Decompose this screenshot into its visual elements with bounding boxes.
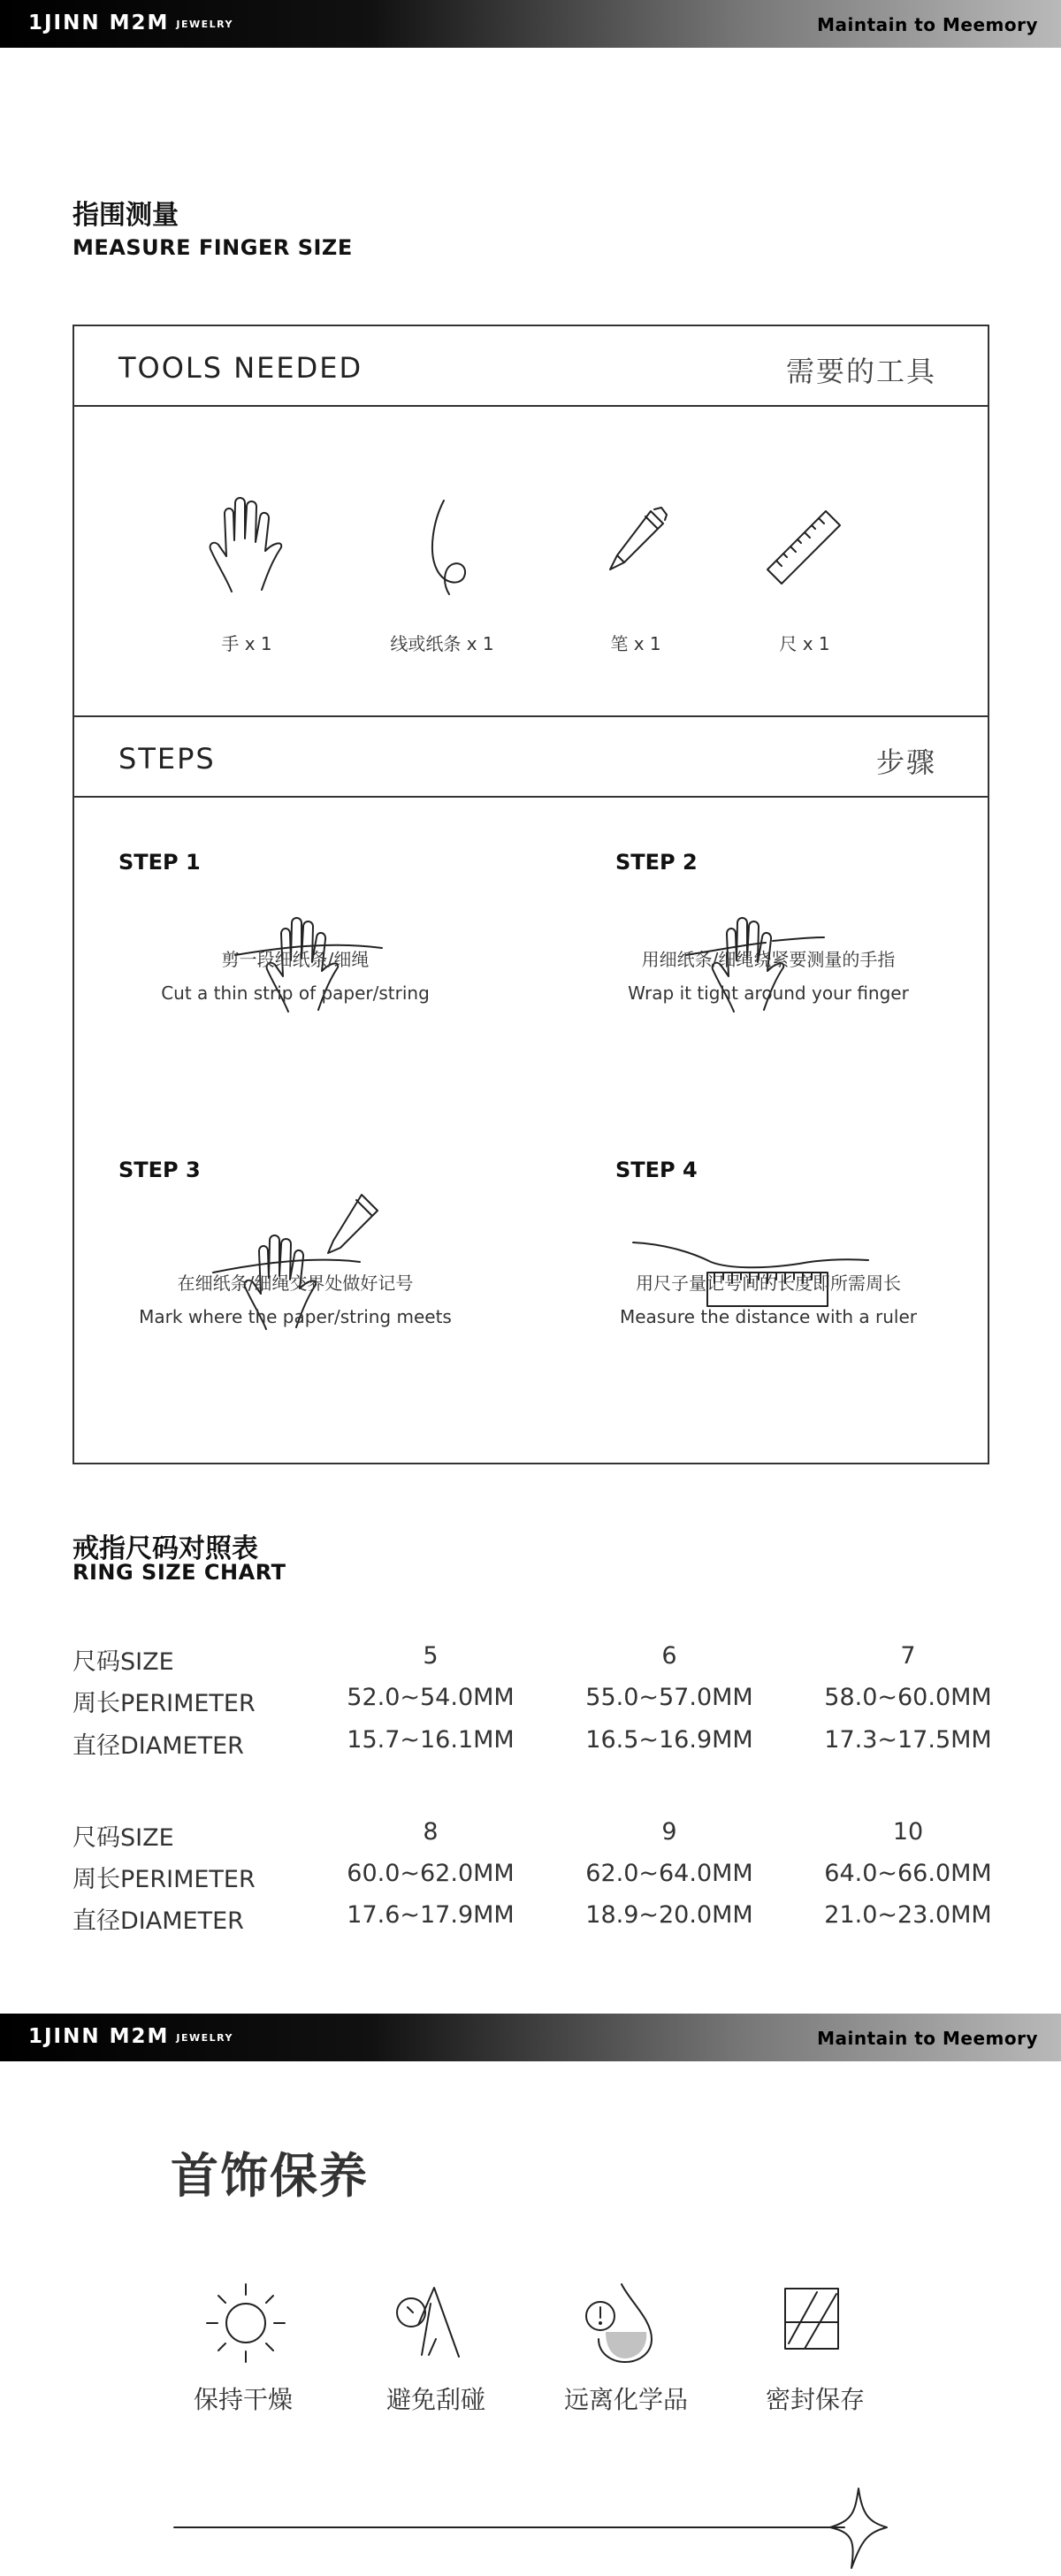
diameter-row-2 [73,1901,992,1937]
diameter-value: 17.3~17.5MM [824,1726,992,1754]
diameter-value: 15.7~16.1MM [347,1726,515,1754]
diameter-value: 18.9~20.0MM [585,1901,753,1929]
step-3-caption-cn: 在细纸条/细绳交界处做好记号 [177,1273,414,1294]
step-4-caption-cn: 用尺子量记号间的长度即所需周长 [636,1273,901,1294]
step-2-caption [547,943,989,1010]
size-value: 10 [892,1818,924,1846]
brand-logo: 1JINN M2M JEWELRY [28,11,234,34]
size-value: 7 [900,1642,916,1670]
diameter-value: 16.5~16.9MM [585,1726,753,1754]
step-3-caption-en: Mark where the paper/string meets [139,1306,452,1327]
perimeter-value: 55.0~57.0MM [585,1684,753,1711]
step-3-caption [74,1266,516,1334]
diameter-label: 直径DIAMETER [73,1732,244,1760]
chart-title-cn: 戒指尺码对照表 [73,1533,258,1564]
perimeter-value: 58.0~60.0MM [824,1684,992,1711]
chemical-drop-icon [579,2277,659,2366]
perimeter-label: 周长PERIMETER [73,1866,256,1893]
care-title: 首饰保养 [171,2148,369,2204]
size-row-1 [73,1642,992,1678]
ruler-icon [764,508,843,587]
step-2-caption-en: Wrap it tight around your finger [628,982,909,1004]
size-value: 6 [661,1642,677,1670]
chart-title-en: RING SIZE CHART [73,1560,286,1585]
care-label-dry: 保持干燥 [193,2385,293,2414]
tools-header-cn: 需要的工具 [785,355,936,388]
perimeter-value: 60.0~62.0MM [347,1860,515,1887]
string-icon [417,499,470,596]
step-1-caption [74,943,516,1010]
measure-title-cn: 指围测量 [73,200,179,231]
size-value: 9 [661,1818,677,1846]
steps-header-cn: 步骤 [875,745,936,779]
size-value: 8 [423,1818,439,1846]
step-1-title: STEP 1 [118,850,201,875]
scratch-icon [392,2277,471,2366]
size-row-2 [73,1818,992,1854]
tool-label-string: 线或纸条 x 1 [390,633,494,654]
steps-header-en: STEPS [118,742,216,776]
diameter-value: 21.0~23.0MM [824,1901,992,1929]
sun-icon [202,2277,290,2366]
tool-label-pen: 笔 x 1 [610,633,661,654]
divider [74,796,988,798]
step-2-title: STEP 2 [615,850,698,875]
tools-header-en: TOOLS NEEDED [118,351,363,385]
slogan: Maintain to Meemory [817,14,1038,35]
step-3-title: STEP 3 [118,1158,201,1182]
size-label: 尺码SIZE [73,1648,174,1676]
step-2-caption-cn: 用细纸条/细绳绕紧要测量的手指 [641,949,896,970]
hand-icon [207,494,286,596]
step-1-caption-en: Cut a thin strip of paper/string [161,982,430,1004]
step-4-caption-en: Measure the distance with a ruler [619,1306,918,1327]
care-label-sealed: 密封保存 [765,2385,865,2414]
care-label-chemicals: 远离化学品 [563,2385,688,2414]
diameter-label: 直径DIAMETER [73,1907,244,1935]
measure-guide-box [73,325,989,1464]
step-4-title: STEP 4 [615,1158,698,1182]
perimeter-value: 64.0~66.0MM [824,1860,992,1887]
step-4-caption [547,1266,989,1334]
divider [74,405,988,407]
slogan: Maintain to Meemory [817,2028,1038,2049]
diameter-value: 17.6~17.9MM [347,1901,515,1929]
tool-label-ruler: 尺 x 1 [779,633,830,654]
sparkle-divider [172,2485,897,2573]
care-label-scratch: 避免刮碰 [385,2385,485,2414]
pen-icon [605,508,667,574]
sealed-box-icon [778,2282,849,2361]
measure-title-en: MEASURE FINGER SIZE [73,235,353,260]
top-banner [0,0,1061,48]
size-value: 5 [423,1642,439,1670]
perimeter-row-1 [73,1684,992,1719]
perimeter-row-2 [73,1860,992,1895]
brand-logo: 1JINN M2M JEWELRY [28,2025,234,2048]
size-label: 尺码SIZE [73,1824,174,1852]
diameter-row-1 [73,1726,992,1762]
divider [74,715,988,717]
middle-banner [0,2014,1061,2061]
perimeter-value: 62.0~64.0MM [585,1860,753,1887]
step-1-caption-cn: 剪一段细纸条/细绳 [221,949,370,970]
perimeter-label: 周长PERIMETER [73,1690,256,1717]
tool-label-hand: 手 x 1 [221,633,272,654]
perimeter-value: 52.0~54.0MM [347,1684,515,1711]
